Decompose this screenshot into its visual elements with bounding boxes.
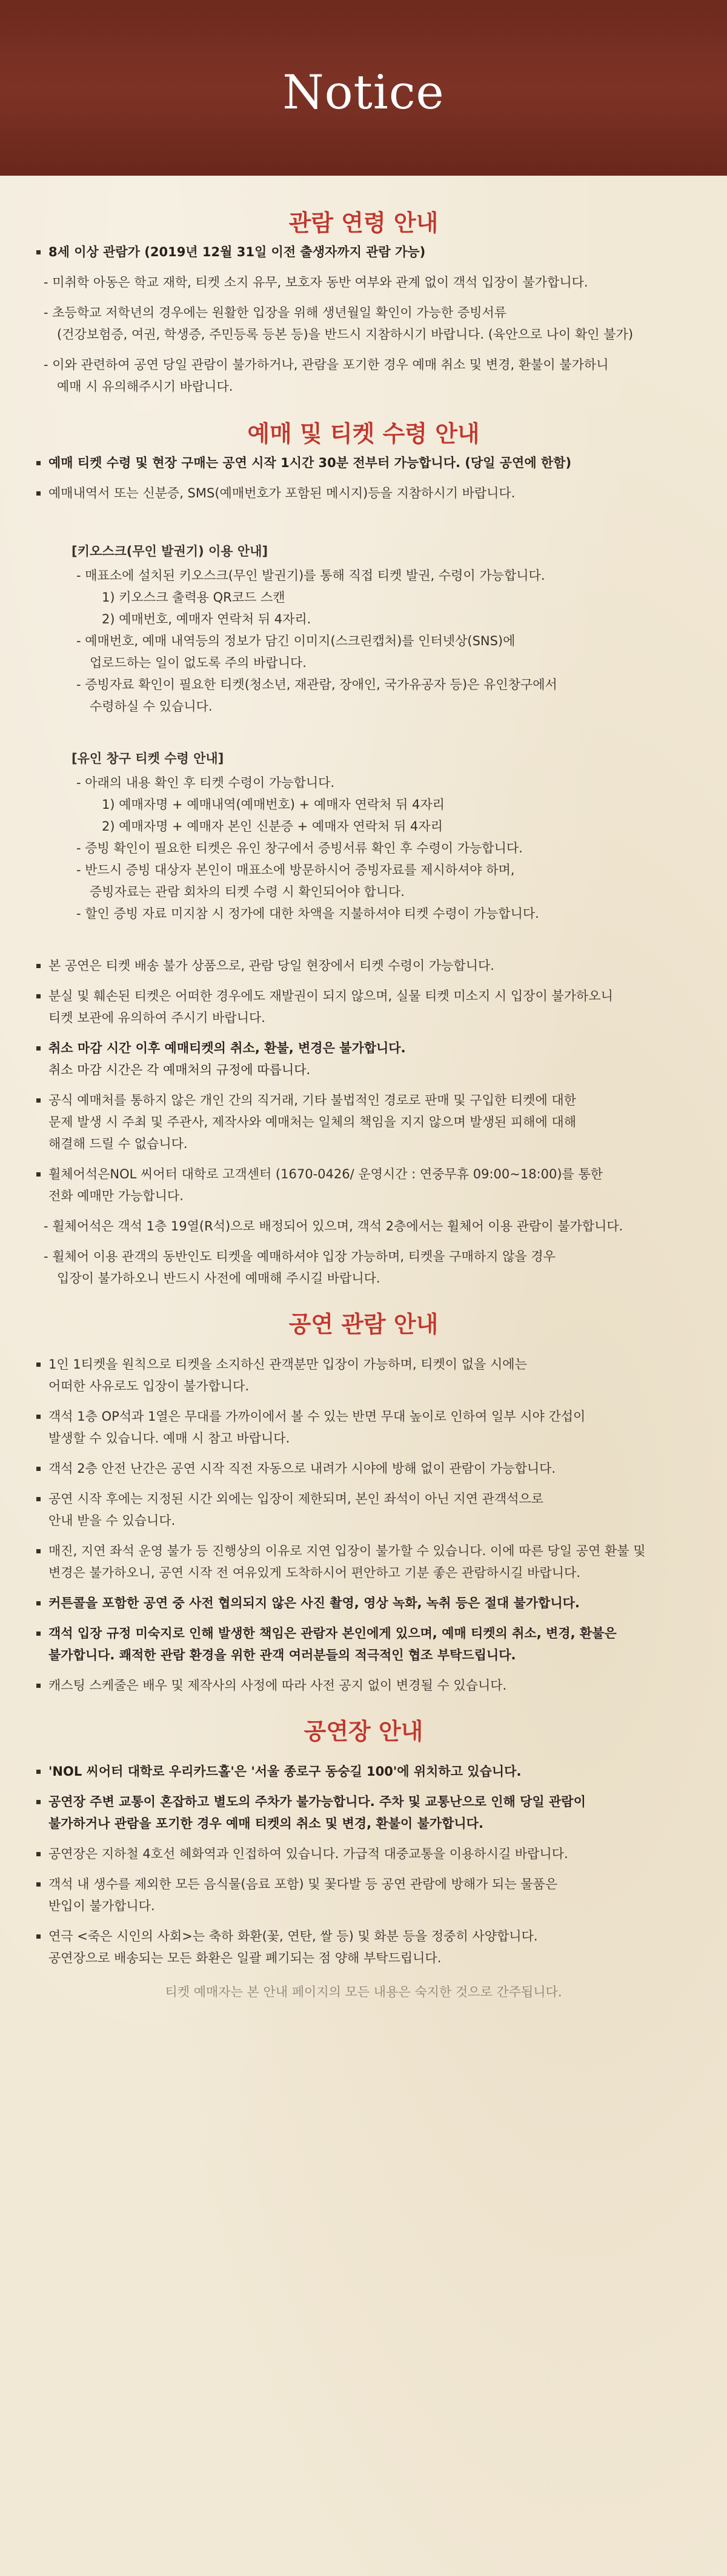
item-line: 8세 이상 관람가 (2019년 12월 31일 이전 출생자까지 관람 가능) (48, 245, 426, 259)
item-line: 객석 입장 규정 미숙지로 인해 발생한 책임은 관람자 본인에게 있으며, 예매 티켓의 취소, 변경, 환불은 (48, 1626, 617, 1641)
item-line: 반입이 불가합니다. (48, 1899, 155, 1913)
item-line: 예매내역서 또는 신분증, SMS(예매번호가 포함된 메시지)등을 지참하시기 바랍니다. (48, 486, 516, 500)
kiosk-box-row: 1) 키오스크 출력용 QR코드 스캔 (102, 590, 285, 605)
list-item (35, 985, 685, 1029)
window-box-row: - 증빙 확인이 필요한 티켓은 유인 창구에서 증빙서류 확인 후 수령이 가능합니다. (76, 841, 523, 855)
window-box-row: - 할인 증빙 자료 미지참 시 정가에 대한 차액을 지불하셔야 티켓 수령이 가능합니다. (76, 906, 539, 921)
ticket-list (0, 452, 727, 504)
section-title-venue: 공연장 안내 (304, 1718, 423, 1745)
page-title: Notice (282, 65, 445, 120)
list-item (35, 955, 685, 977)
section-title-ticket: 예매 및 티켓 수령 안내 (247, 420, 480, 447)
item-line: 본 공연은 티켓 배송 불가 상품으로, 관람 당일 현장에서 티켓 수령이 가능합니다. (48, 958, 494, 973)
item-line: 캐스팅 스케줄은 배우 및 제작사의 사정에 따라 사전 공지 없이 변경될 수 있습니다. (48, 1678, 507, 1693)
list-item (35, 1843, 685, 1865)
sub-line: - 미취학 아동은 학교 재학, 티켓 소지 유무, 보호자 동반 여부와 관계 없이 객석 입장이 불가합니다. (44, 275, 588, 290)
item-line: 객석 2층 안전 난간은 공연 시작 직전 자동으로 내려가 시야에 방해 없이 관람이 가능합니다. (48, 1461, 556, 1476)
window-box (71, 748, 617, 925)
list-item (35, 1791, 685, 1834)
item-line: 문제 발생 시 주최 및 주관사, 제작사와 예매처는 일체의 책임을 지지 않으며 발생된 피해에 대해 (48, 1115, 576, 1129)
item-line: 발생할 수 있습니다. 예매 시 참고 바랍니다. (48, 1431, 290, 1446)
sub-line: 입장이 불가하오니 반드시 사전에 예매해 주시길 바랍니다. (57, 1271, 380, 1286)
list-item (35, 452, 685, 474)
item-line: 안내 받을 수 있습니다. (48, 1513, 176, 1528)
list-item (35, 1488, 685, 1532)
window-box-row: - 아래의 내용 확인 후 티켓 수령이 가능합니다. (76, 775, 335, 790)
sub-note (0, 1215, 727, 1237)
item-note: 취소 마감 시간은 각 예매처의 규정에 따릅니다. (48, 1063, 311, 1077)
window-box-row: 2) 예매자명 + 예매자 본인 신분증 + 예매자 연락처 뒤 4자리 (102, 819, 443, 834)
item-line: 공식 예매처를 통하지 않은 개인 간의 직거래, 기타 불법적인 경로로 판매 및 구입한 티켓에 대한 (48, 1093, 576, 1107)
item-line: 공연 시작 후에는 지정된 시간 외에는 입장이 제한되며, 본인 좌석이 아닌 지연 관객석으로 (48, 1492, 544, 1506)
sub-note (0, 302, 727, 345)
item-line: 1인 1티켓을 원칙으로 티켓을 소지하신 관객분만 입장이 가능하며, 티켓이 없을 시에는 (48, 1357, 527, 1372)
sub-line: 예매 시 유의해주시기 바랍니다. (57, 379, 233, 394)
spacer (0, 513, 727, 537)
kiosk-box-row: - 예매번호, 예매 내역등의 정보가 담긴 이미지(스크린캡처)를 인터넷상(SNS)에 (76, 634, 516, 648)
list-item (35, 1163, 685, 1207)
item-line: 공연장은 지하철 4호선 혜화역과 인접하여 있습니다. 가급적 대중교통을 이용하시길 바랍니다. (48, 1847, 568, 1861)
item-line: 예매 티켓 수령 및 현장 구매는 공연 시작 1시간 30분 전부터 가능합니다. (당일 공연에 한함) (48, 456, 572, 470)
list-item (35, 1592, 685, 1614)
spacer (0, 931, 727, 955)
item-line: 연극 <죽은 시인의 사회>는 축하 화환(꽃, 연탄, 쌀 등) 및 화분 등을 정중히 사양합니다. (48, 1929, 538, 1944)
age-list (0, 241, 727, 263)
window-box-row: 증빙자료는 관람 회차의 티켓 수령 시 확인되어야 합니다. (90, 885, 405, 899)
header-banner (0, 0, 727, 176)
window-box-row: 1) 예매자명 + 예매내역(예매번호) + 예매자 연락처 뒤 4자리 (102, 797, 445, 812)
item-line: 분실 및 훼손된 티켓은 어떠한 경우에도 재발권이 되지 않으며, 실물 티켓 미소지 시 입장이 불가하오니 (48, 989, 613, 1003)
item-line: 공연장으로 배송되는 모든 화환은 일괄 폐기되는 점 양해 부탁드립니다. (48, 1951, 442, 1965)
sub-line: - 이와 관련하여 공연 당일 관람이 불가하거나, 관람을 포기한 경우 예매 취소 및 변경, 환불이 불가하니 (44, 357, 609, 372)
item-line: 불가하거나 관람을 포기한 경우 예매 티켓의 취소 및 변경, 환불이 불가합니다. (48, 1816, 483, 1831)
window-box-title: [유인 창구 티켓 수령 안내] (71, 751, 224, 766)
kiosk-box-row: - 매표소에 설치된 키오스크(무인 발권기)를 통해 직접 티켓 발권, 수령이 가능합니다. (76, 568, 545, 583)
footer-note: 티켓 예매자는 본 안내 페이지의 모든 내용은 숙지한 것으로 간주됩니다. (165, 1985, 562, 1999)
list-item (35, 1675, 685, 1696)
spacer (0, 723, 727, 744)
ticket-more-list (0, 955, 727, 1207)
item-line: 커튼콜을 포함한 공연 중 사전 협의되지 않은 사진 촬영, 영상 녹화, 녹취 등은 절대 불가합니다. (48, 1596, 580, 1610)
item-line: 객석 1층 OP석과 1열은 무대를 가까이에서 볼 수 있는 반면 무대 높이로 인하여 일부 시야 간섭이 (48, 1409, 586, 1424)
list-item (35, 1353, 685, 1397)
item-line: 불가합니다. 쾌적한 관람 환경을 위한 관객 여러분들의 적극적인 협조 부탁드립니다. (48, 1648, 516, 1662)
item-line: 전화 예매만 가능합니다. (48, 1189, 184, 1203)
notice-content (0, 194, 727, 2003)
sub-line: - 초등학교 저학년의 경우에는 원활한 입장을 위해 생년월일 확인이 가능한 증빙서류 (44, 305, 507, 320)
item-line: 취소 마감 시간 이후 예매티켓의 취소, 환불, 변경은 불가합니다. (48, 1041, 406, 1055)
item-line: 티켓 보관에 유의하여 주시기 바랍니다. (48, 1011, 265, 1025)
list-item (35, 482, 685, 504)
list-item (35, 1925, 685, 1969)
item-line: 휠체어석은NOL 씨어터 대학로 고객센터 (1670-0426/ 운영시간 : 연중무휴 09:00~18:00)를 통한 (48, 1167, 603, 1181)
section-title-age: 관람 연령 안내 (288, 209, 439, 236)
sub-line: - 휠체어석은 객석 1층 19열(R석)으로 배정되어 있으며, 객석 2층에서는 휠체어 이용 관람이 불가합니다. (44, 1219, 623, 1233)
item-line: 매진, 지연 좌석 운영 불가 등 진행상의 이유로 지연 입장이 불가할 수 있습니다. 이에 따른 당일 공연 환불 및 (48, 1544, 646, 1558)
sub-note (0, 271, 727, 293)
sub-line: (건강보험증, 여권, 학생증, 주민등록 등본 등)을 반드시 지참하시기 바랍니다. (육안으로 나이 확인 불가) (57, 327, 634, 342)
venue-list (0, 1761, 727, 1969)
list-item (35, 1089, 685, 1155)
kiosk-box (71, 540, 617, 717)
item-line: 해결해 드릴 수 없습니다. (48, 1137, 188, 1151)
section-title-viewing: 공연 관람 안내 (288, 1310, 439, 1338)
list-item (35, 1458, 685, 1479)
window-box-row: - 반드시 증빙 대상자 본인이 매표소에 방문하시어 증빙자료를 제시하셔야 하며, (76, 863, 515, 877)
list-item (35, 1406, 685, 1449)
item-line: 객석 내 생수를 제외한 모든 음식물(음료 포함) 및 꽃다발 등 공연 관람에 방해가 되는 물품은 (48, 1877, 558, 1891)
kiosk-box-title: [키오스크(무인 발권기) 이용 안내] (71, 544, 268, 559)
list-item (35, 241, 685, 263)
sub-line: - 휠체어 이용 관객의 동반인도 티켓을 예매하셔야 입장 가능하며, 티켓을 구매하지 않을 경우 (44, 1249, 556, 1264)
item-line: 공연장 주변 교통이 혼잡하고 별도의 주차가 불가능합니다. 주차 및 교통난으로 인해 당일 관람이 (48, 1794, 586, 1809)
list-item (35, 1540, 685, 1584)
list-item (35, 1761, 685, 1782)
list-item (35, 1037, 685, 1081)
kiosk-box-row: 수령하실 수 있습니다. (90, 699, 213, 714)
item-line: 변경은 불가하오니, 공연 시작 전 여유있게 도착하시어 편안하고 기분 좋은 관람하시길 바랍니다. (48, 1565, 580, 1580)
sub-note (0, 354, 727, 397)
list-item (35, 1622, 685, 1666)
viewing-list (0, 1353, 727, 1696)
kiosk-box-row: 2) 예매번호, 예매자 연락처 뒤 4자리. (102, 612, 311, 626)
item-line: 어떠한 사유로도 입장이 불가합니다. (48, 1379, 249, 1393)
sub-note (0, 1246, 727, 1289)
kiosk-box-row: - 증빙자료 확인이 필요한 티켓(청소년, 재관람, 장애인, 국가유공자 등)은 유인창구에서 (76, 677, 557, 692)
kiosk-box-row: 업로드하는 일이 없도록 주의 바랍니다. (90, 656, 307, 670)
item-line: 'NOL 씨어터 대학로 우리카드홀'은 '서울 종로구 동숭길 100'에 위치하고 있습니다. (48, 1764, 522, 1779)
list-item (35, 1873, 685, 1917)
